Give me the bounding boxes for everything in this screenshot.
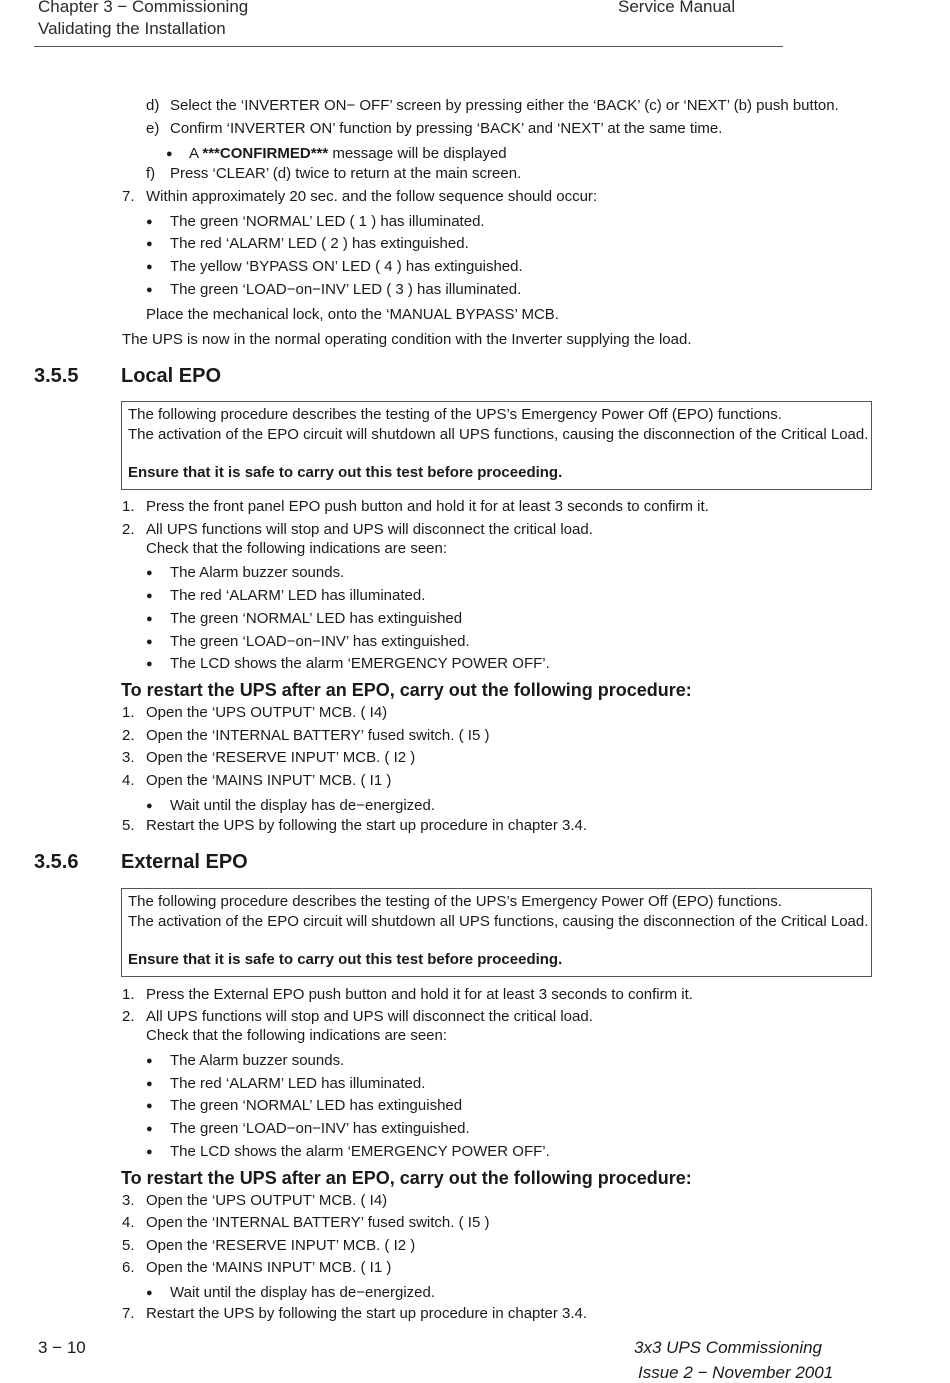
bullet-icon: ● (146, 238, 153, 250)
step-text: Open the ‘UPS OUTPUT’ MCB. ( I4) (146, 704, 388, 721)
bullet-icon: ● (146, 1055, 153, 1067)
list-item: The Alarm buzzer sounds. (170, 564, 345, 581)
box-line: The activation of the EPO circuit will shutdown all UPS functions, causing the disconnection of the Critical Load. (128, 913, 869, 930)
mechanical-lock-text: Place the mechanical lock, onto the ‘MANUAL BYPASS’ MCB. (146, 306, 559, 323)
step-7-text: Within approximately 20 sec. and the follow sequence should occur: (146, 188, 598, 205)
list-item: The yellow ‘BYPASS ON’ LED ( 4 ) has extinguished. (170, 258, 523, 275)
step-text: Press the front panel EPO push button and hold it for at least 3 seconds to confirm it. (146, 498, 709, 515)
list-item: The red ‘ALARM’ LED has illuminated. (170, 1075, 426, 1092)
step-text: All UPS functions will stop and UPS will disconnect the critical load. (146, 521, 593, 538)
step-marker: 1. (122, 498, 135, 515)
step-marker: 7. (122, 188, 135, 205)
step-marker: 3. (122, 1192, 135, 1209)
box-line: The activation of the EPO circuit will shutdown all UPS functions, causing the disconnection of the Critical Load. (128, 426, 869, 443)
bullet-icon: ● (146, 567, 153, 579)
step-text: Check that the following indications are seen: (146, 540, 448, 557)
section-number: 3.5.6 (34, 851, 79, 873)
header-rule (34, 46, 783, 47)
section-number: 3.5.5 (34, 365, 79, 387)
step-text: Check that the following indications are seen: (146, 1027, 448, 1044)
list-item: Wait until the display has de−energized. (170, 1284, 436, 1301)
step-marker: 2. (122, 1008, 135, 1025)
step-marker: 3. (122, 749, 135, 766)
step-text: Open the ‘INTERNAL BATTERY’ fused switch. ( I5 ) (146, 1214, 490, 1231)
footer-issue: Issue 2 − November 2001 (638, 1363, 834, 1382)
step-text: Open the ‘RESERVE INPUT’ MCB. ( I2 ) (146, 749, 416, 766)
step-text: Open the ‘MAINS INPUT’ MCB. ( I1 ) (146, 1259, 392, 1276)
bullet-icon: ● (146, 1287, 153, 1299)
box-line: The following procedure describes the testing of the UPS’s Emergency Power Off (EPO) functions. (128, 893, 782, 910)
bullet-icon: ● (146, 636, 153, 648)
bullet-icon: ● (146, 1100, 153, 1112)
step-marker: 4. (122, 1214, 135, 1231)
step-text: All UPS functions will stop and UPS will disconnect the critical load. (146, 1008, 593, 1025)
step-f-text: Press ‘CLEAR’ (d) twice to return at the main screen. (170, 165, 522, 182)
bullet-icon: ● (146, 1146, 153, 1158)
bullet-icon: ● (146, 261, 153, 273)
bullet-icon: ● (146, 658, 153, 670)
confirmed-message: A ***CONFIRMED*** message will be displayed (189, 145, 507, 162)
step-text: Open the ‘MAINS INPUT’ MCB. ( I1 ) (146, 772, 392, 789)
list-item: Wait until the display has de−energized. (170, 797, 436, 814)
bullet-icon: ● (146, 613, 153, 625)
step-marker: f) (146, 165, 156, 182)
header-manual: Service Manual (618, 0, 736, 16)
header-chapter: Chapter 3 − Commissioning (38, 0, 249, 16)
section-title: Local EPO (121, 365, 222, 387)
step-marker: 6. (122, 1259, 135, 1276)
step-text: Restart the UPS by following the start up procedure in chapter 3.4. (146, 1305, 588, 1322)
step-text: Open the ‘UPS OUTPUT’ MCB. ( I4) (146, 1192, 388, 1209)
step-marker: 1. (122, 704, 135, 721)
step-marker: 1. (122, 986, 135, 1003)
list-item: The green ‘NORMAL’ LED has extinguished (170, 1097, 463, 1114)
step-e-text: Confirm ‘INVERTER ON’ function by pressing ‘BACK’ and ‘NEXT’ at the same time. (170, 120, 723, 137)
box-warning: Ensure that it is safe to carry out this test before proceeding. (128, 951, 563, 968)
step-text: Open the ‘RESERVE INPUT’ MCB. ( I2 ) (146, 1237, 416, 1254)
box-line: The following procedure describes the testing of the UPS’s Emergency Power Off (EPO) functions. (128, 406, 782, 423)
list-item: The green ‘LOAD−on−INV’ has extinguished. (170, 1120, 470, 1137)
step-marker: 2. (122, 521, 135, 538)
bullet-icon: ● (146, 284, 153, 296)
bullet-icon: ● (146, 590, 153, 602)
step-marker: 5. (122, 817, 135, 834)
page-number: 3 − 10 (38, 1338, 86, 1357)
step-marker: 4. (122, 772, 135, 789)
bullet-icon: ● (146, 1123, 153, 1135)
step-marker: 5. (122, 1237, 135, 1254)
box-warning: Ensure that it is safe to carry out this test before proceeding. (128, 464, 563, 481)
step-marker: e) (146, 120, 160, 137)
footer-doc-title: 3x3 UPS Commissioning (634, 1338, 823, 1357)
list-item: The green ‘NORMAL’ LED ( 1 ) has illuminated. (170, 213, 485, 230)
warning-box (121, 401, 872, 490)
header-section: Validating the Installation (38, 19, 226, 38)
step-marker: 2. (122, 727, 135, 744)
restart-heading: To restart the UPS after an EPO, carry out the following procedure: (121, 680, 692, 700)
list-item: The green ‘LOAD−on−INV’ has extinguished. (170, 633, 470, 650)
step-text: Press the External EPO push button and hold it for at least 3 seconds to confirm it. (146, 986, 693, 1003)
list-item: The red ‘ALARM’ LED has illuminated. (170, 587, 426, 604)
bullet-icon: ● (166, 148, 173, 160)
bullet-icon: ● (146, 800, 153, 812)
list-item: The LCD shows the alarm ‘EMERGENCY POWER OFF’. (170, 655, 550, 672)
normal-condition-text: The UPS is now in the normal operating condition with the Inverter supplying the load. (122, 331, 692, 348)
bullet-icon: ● (146, 1078, 153, 1090)
list-item: The green ‘LOAD−on−INV’ LED ( 3 ) has illuminated. (170, 281, 522, 298)
list-item: The LCD shows the alarm ‘EMERGENCY POWER OFF’. (170, 1143, 550, 1160)
list-item: The green ‘NORMAL’ LED has extinguished (170, 610, 463, 627)
bullet-icon: ● (146, 216, 153, 228)
list-item: The Alarm buzzer sounds. (170, 1052, 345, 1069)
list-item: The red ‘ALARM’ LED ( 2 ) has extinguished. (170, 235, 469, 252)
warning-box (121, 888, 872, 977)
step-marker: d) (146, 97, 160, 114)
restart-heading: To restart the UPS after an EPO, carry out the following procedure: (121, 1168, 692, 1188)
step-text: Restart the UPS by following the start up procedure in chapter 3.4. (146, 817, 588, 834)
step-d-text: Select the ‘INVERTER ON− OFF’ screen by pressing either the ‘BACK’ (c) or ‘NEXT’ (b) push button. (170, 97, 839, 114)
step-marker: 7. (122, 1305, 135, 1322)
step-text: Open the ‘INTERNAL BATTERY’ fused switch. ( I5 ) (146, 727, 490, 744)
section-title: External EPO (121, 851, 248, 873)
